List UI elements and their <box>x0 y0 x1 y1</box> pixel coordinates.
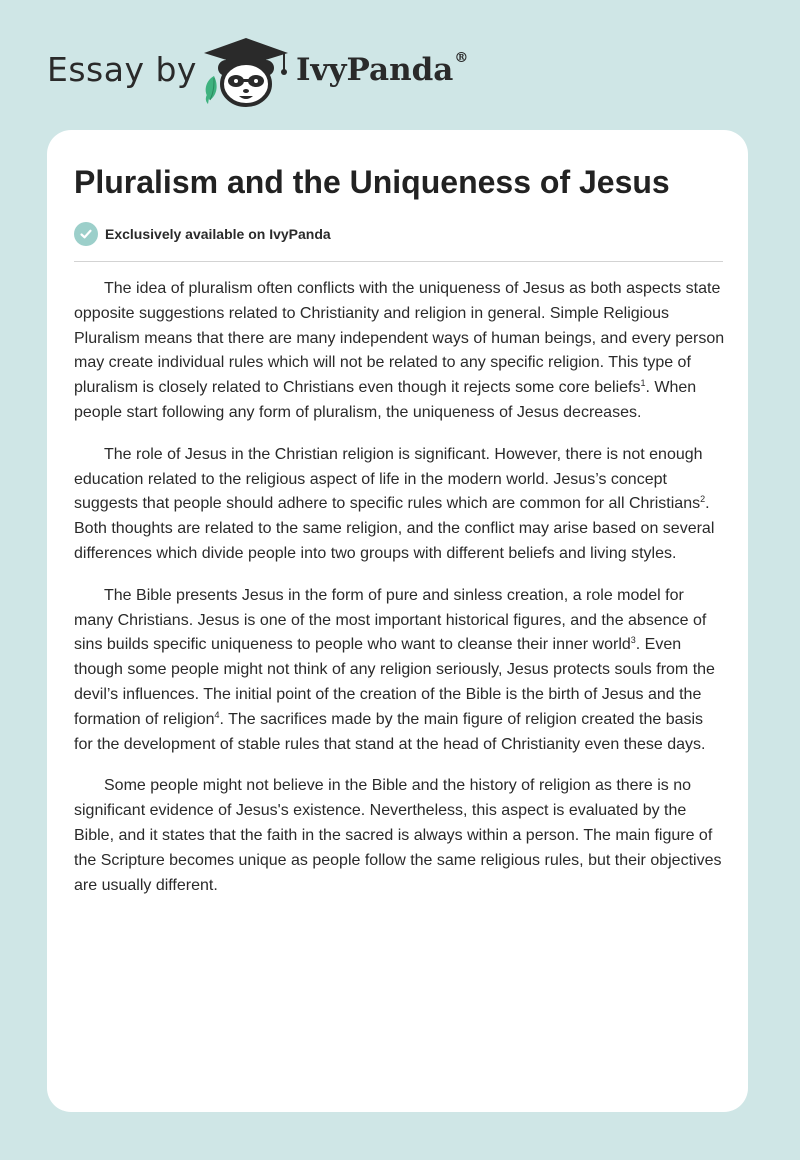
panda-graduate-icon[interactable] <box>200 36 292 108</box>
availability-badge <box>74 222 331 246</box>
footnote-ref[interactable]: 2 <box>700 494 706 505</box>
paragraph-text: . When people start following any form of pluralism, the uniqueness of Jesus decreases. <box>74 379 697 421</box>
footnote-ref[interactable]: 3 <box>630 635 636 646</box>
footnote-ref[interactable]: 1 <box>640 378 646 389</box>
paragraph <box>74 774 726 898</box>
paragraph <box>74 584 726 758</box>
paragraph-text: . Even though some people might not think of any religion seriously, Jesus protects souls from the devil’s influences. The initial point of the creation of the Bible is the birth of Jesus and the formation of religion <box>74 636 715 728</box>
paragraph-text: Some people might not believe in the Bible and the history of religion as there is no significant evidence of Jesus's existence. Nevertheless, this aspect is evaluated by the Bible, and it states that the faith in the sacred is always within a person. The main figure of the Scripture becomes unique as people follow the same religious rules, but their objectives are usually different. <box>74 777 722 894</box>
brand-name-text: IvyPanda <box>296 52 454 88</box>
paragraph-text: . Both thoughts are related to the same religion, and the conflict may arise based on several differences which divide people into two groups with different beliefs and living styles. <box>74 495 715 562</box>
paragraph-text: The role of Jesus in the Christian religion is significant. However, there is not enough education related to the religious aspect of life in the modern world. Jesus’s concept suggests that people should adhere to specific rules which are common for all Christians <box>74 445 703 513</box>
registered-mark: ® <box>454 50 469 66</box>
paragraph-text: The Bible presents Jesus in the form of pure and sinless creation, a role model for many Christians. Jesus is one of the most important historical figures, and the absence of sins builds specific uniqueness to people who want to cleanse their inner world <box>74 586 707 654</box>
divider <box>74 261 723 262</box>
footnote-ref[interactable]: 4 <box>214 709 220 720</box>
paragraph <box>74 443 726 567</box>
essay-card <box>47 130 748 1112</box>
check-circle-icon <box>74 222 98 246</box>
site-header <box>0 0 800 130</box>
paragraph-text: The idea of pluralism often conflicts with the uniqueness of Jesus as both aspects state opposite suggestions related to Christianity and religion in general. Simple Religious Pluralism means that there are many independent ways of human beings, and every person may create individual rules which will not be related to any specific religion. This type of pluralism is closely related to Christians even though it rejects some core beliefs <box>74 280 725 397</box>
essay-title: Pluralism and the Uniqueness of Jesus <box>74 164 670 200</box>
essay-body <box>74 277 726 915</box>
paragraph-text: . The sacrifices made by the main figure of religion created the basis for the development of stable rules that stand at the head of Christianity even these days. <box>74 710 706 753</box>
essay-by-label: Essay by <box>47 50 197 89</box>
brand-name[interactable] <box>296 52 468 88</box>
availability-text: Exclusively available on IvyPanda <box>105 226 331 242</box>
paragraph <box>74 277 726 426</box>
